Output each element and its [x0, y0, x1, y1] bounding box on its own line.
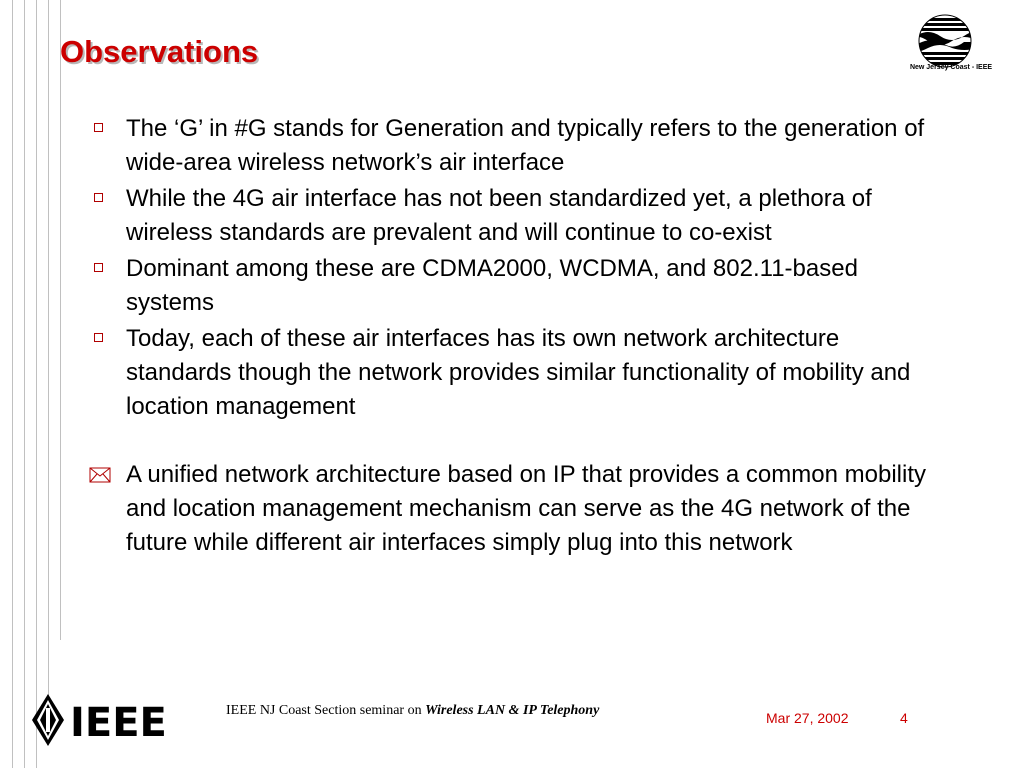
bullet-item-2 — [88, 182, 948, 250]
square-bullet-icon — [94, 263, 103, 272]
ieee-logo — [30, 690, 165, 750]
nj-coast-ieee-logo — [898, 14, 1004, 84]
decor-line-3 — [36, 0, 37, 768]
decor-line-5 — [60, 0, 61, 640]
slide-title: Observations — [60, 34, 259, 69]
wave-logo-icon — [898, 14, 1004, 84]
footer-date: Mar 27, 2002 — [766, 710, 849, 726]
decor-line-4 — [48, 0, 49, 700]
bullet-text: A unified network architecture based on IP that provides a common mobility and location management mechanism can serve as the 4G network of the future while different air interfaces simply plug into this network — [126, 461, 926, 556]
footer-prefix: IEEE NJ Coast Section seminar on — [226, 703, 426, 718]
square-bullet-icon — [94, 123, 103, 132]
logo-caption: New Jersey Coast - IEEE — [909, 64, 993, 71]
decor-line-2 — [24, 0, 25, 768]
envelope-bullet-icon — [89, 466, 111, 484]
bullet-item-1 — [88, 112, 948, 180]
bullet-text: Dominant among these are CDMA2000, WCDMA, and 802.11-based systems — [126, 255, 858, 316]
bullet-text: While the 4G air interface has not been standardized yet, a plethora of wireless standards are prevalent and will continue to co-exist — [126, 185, 872, 246]
bullet-item-4 — [88, 322, 948, 424]
ieee-diamond-icon — [30, 690, 165, 750]
bullet-text: The ‘G’ in #G stands for Generation and typically refers to the generation of wide-area wireless network’s air interface — [126, 115, 925, 176]
bullet-list — [88, 112, 948, 562]
bullet-text: Today, each of these air interfaces has its own network architecture standards though the network provides similar functionality of mobility and location management — [126, 325, 911, 420]
bullet-item-5 — [88, 458, 948, 560]
square-bullet-icon — [94, 333, 103, 342]
decor-line-1 — [12, 0, 13, 768]
square-bullet-icon — [94, 193, 103, 202]
footer-caption — [226, 703, 599, 719]
bullet-item-3 — [88, 252, 948, 320]
footer-emphasis: Wireless LAN & IP Telephony — [425, 703, 600, 718]
page-number: 4 — [900, 710, 908, 726]
ieee-logo-text: IEEE — [70, 700, 165, 746]
